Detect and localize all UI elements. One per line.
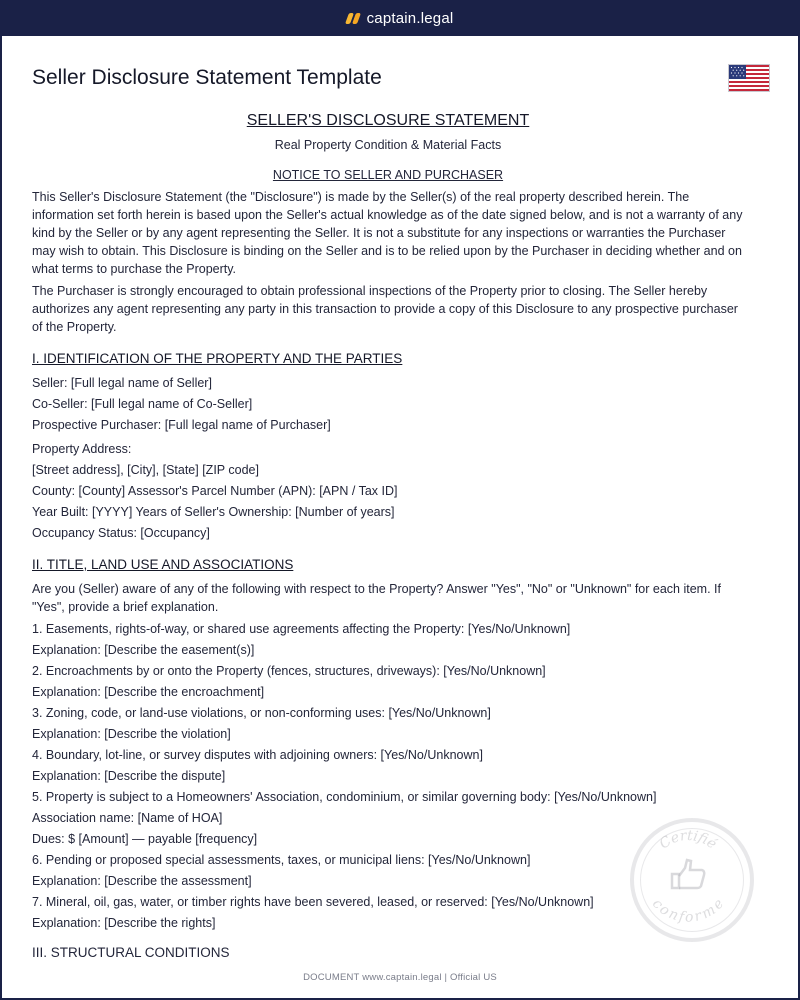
explanation-line: Explanation: [Describe the assessment]: [32, 874, 252, 888]
explanation-line: Explanation: [Describe the dispute]: [32, 769, 226, 783]
question-line: 6. Pending or proposed special assessments, taxes, or municipal liens: [Yes/No/Unknown]: [32, 853, 531, 867]
notice-heading: NOTICE TO SELLER AND PURCHASER: [272, 168, 504, 182]
top-bar: [0, 0, 800, 36]
certified-stamp: [630, 818, 754, 942]
footer: DOCUMENT www.captain.legal | Official US: [303, 972, 497, 983]
field-line: Co-Seller: [Full legal name of Co-Seller]: [32, 397, 253, 411]
document-heading: SELLER'S DISCLOSURE STATEMENT: [246, 112, 530, 129]
page-title: Seller Disclosure Statement Template: [32, 66, 382, 89]
question-line: 7. Mineral, oil, gas, water, or timber rights have been severed, leased, or reserved: [Yes/No/Unknown]: [32, 895, 594, 909]
logo-icon: [345, 13, 361, 24]
explanation-line: Association name: [Name of HOA]: [32, 811, 223, 825]
paragraph: This Seller's Disclosure Statement (the "Disclosure") is made by the Seller(s) of the real property described herein. The information set forth herein is based upon the Seller's actual knowledge as of the date signed below, and is not a warranty of any kind by the Seller or by any agent representing the Seller. It is not a substitute for any inspections or warranties the Purchaser may wish to obtain. This Disclosure is binding on the Seller and is to be relied upon by the Purchaser in deciding whether and on what terms to purchase the Property.: [32, 190, 743, 276]
explanation-line: Explanation: [Describe the easement(s)]: [32, 643, 255, 657]
paragraph: The Purchaser is strongly encouraged to obtain professional inspections of the Property prior to closing. The Seller hereby authorizes any agent representing any party in this transaction to provide a copy of this Disclosure to any prospective purchaser of the Property.: [32, 284, 738, 334]
field-line: [Street address], [City], [State] [ZIP code]: [32, 463, 259, 477]
field-line: Prospective Purchaser: [Full legal name of Purchaser]: [32, 418, 331, 432]
explanation-line: Dues: $ [Amount] — payable [frequency]: [32, 832, 258, 846]
us-flag-icon: [728, 64, 770, 92]
question-line: 4. Boundary, lot-line, or survey disputes with adjoining owners: [Yes/No/Unknown]: [32, 748, 483, 762]
paragraph: Are you (Seller) aware of any of the following with respect to the Property? Answer "Yes", "No" or "Unknown" for each item. If "Yes", provide a brief explanation.: [32, 582, 721, 614]
field-line: Year Built: [YYYY] Years of Seller's Ownership: [Number of years]: [32, 505, 395, 519]
document-page: [2, 36, 798, 998]
question-line: 1. Easements, rights-of-way, or shared use agreements affecting the Property: [Yes/No/Unknown]: [32, 622, 571, 636]
field-line: County: [County] Assessor's Parcel Number (APN): [APN / Tax ID]: [32, 484, 398, 498]
svg-text:Certifié: [657, 828, 720, 853]
question-line: 5. Property is subject to a Homeowners' Association, condominium, or similar governing body: [Yes/No/Unknown]: [32, 790, 657, 804]
explanation-line: Explanation: [Describe the rights]: [32, 916, 216, 930]
svg-text:conforme: [649, 896, 727, 926]
question-line: 2. Encroachments by or onto the Property (fences, structures, driveways): [Yes/No/Unknown]: [32, 664, 546, 678]
brand[interactable]: [347, 10, 454, 27]
explanation-line: Explanation: [Describe the encroachment]: [32, 685, 265, 699]
stamp-text-top: Certifié: [656, 827, 720, 853]
question-line: 3. Zoning, code, or land-use violations, or non-conforming uses: [Yes/No/Unknown]: [32, 706, 491, 720]
explanation-line: Explanation: [Describe the violation]: [32, 727, 231, 741]
section-heading: I. IDENTIFICATION OF THE PROPERTY AND THE PARTIES: [32, 351, 403, 366]
field-line: Seller: [Full legal name of Seller]: [32, 376, 212, 390]
field-line: Occupancy Status: [Occupancy]: [32, 526, 210, 540]
section-heading: II. TITLE, LAND USE AND ASSOCIATIONS: [32, 557, 294, 572]
thumbs-up-icon: [672, 860, 704, 888]
field-line: Property Address:: [32, 442, 132, 456]
section-heading: III. STRUCTURAL CONDITIONS: [32, 945, 230, 960]
brand-name: captain.legal: [366, 9, 454, 27]
stamp-text-bottom: conforme: [648, 895, 728, 926]
document-subheading: Real Property Condition & Material Facts: [274, 138, 502, 152]
